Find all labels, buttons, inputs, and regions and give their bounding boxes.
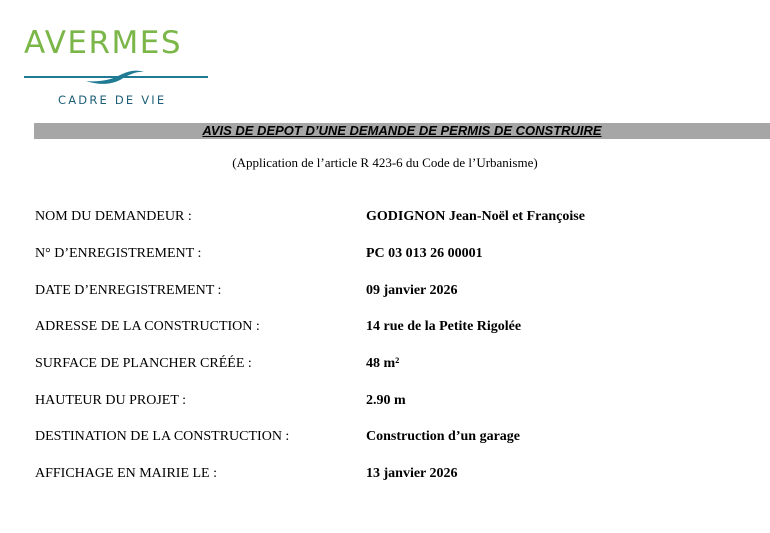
field-value: 2.90 m: [366, 393, 406, 408]
field-row-address: [35, 318, 755, 336]
field-label: AFFICHAGE EN MAIRIE LE :: [35, 466, 217, 481]
field-row-destination: [35, 428, 755, 446]
field-label: NOM DU DEMANDEUR :: [35, 209, 192, 224]
field-label: DESTINATION DE LA CONSTRUCTION :: [35, 429, 290, 444]
logo-tagline: CADRE DE VIE: [58, 93, 167, 107]
logo-title: AVERMES: [24, 25, 183, 61]
field-value: 14 rue de la Petite Rigolée: [366, 319, 522, 334]
field-label: HAUTEUR DU PROJET :: [35, 393, 187, 408]
field-label: DATE D’ENREGISTREMENT :: [35, 283, 222, 298]
field-row-floor-area: [35, 355, 755, 373]
field-row-applicant: [35, 208, 755, 226]
field-row-height: [35, 392, 755, 410]
subtitle-text: (Application de l’article R 423-6 du Code de l’Urbanisme): [232, 155, 538, 170]
field-value: 13 janvier 2026: [366, 466, 458, 481]
field-label: SURFACE DE PLANCHER CRÉÉE :: [35, 356, 252, 371]
field-row-posting-date: [35, 465, 755, 483]
field-value: 09 janvier 2026: [366, 283, 458, 298]
field-value: GODIGNON Jean-Noël et Françoise: [366, 209, 585, 224]
field-label: N° D’ENREGISTREMENT :: [35, 246, 202, 261]
field-label: ADRESSE DE LA CONSTRUCTION :: [35, 319, 260, 334]
title-banner: [34, 123, 770, 139]
avermes-logo: [24, 26, 208, 110]
document-subtitle: [0, 155, 770, 171]
document-title: AVIS DE DEPOT D’UNE DEMANDE DE PERMIS DE CONSTRUIRE: [202, 123, 602, 138]
field-value: 48 m²: [366, 356, 400, 371]
wave-icon: [24, 66, 208, 88]
field-value: Construction d’un garage: [366, 429, 521, 444]
field-row-registration-date: [35, 282, 755, 300]
field-value: PC 03 013 26 00001: [366, 246, 483, 261]
field-row-registration-number: [35, 245, 755, 263]
